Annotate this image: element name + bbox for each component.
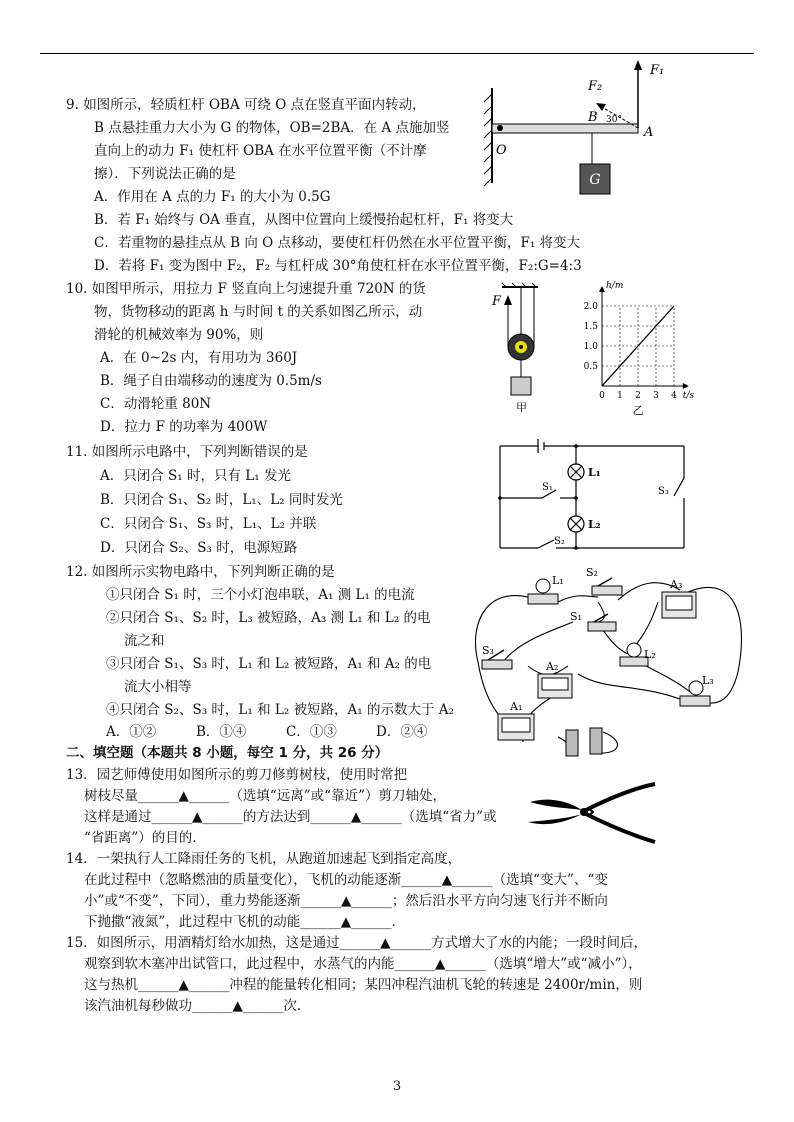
pc-l2-label: L₂	[644, 648, 656, 661]
q12-stem: 如图所示实物电路中，下列判断正确的是	[91, 564, 335, 580]
jia-label: 甲	[516, 401, 527, 414]
y-tick-label: 1.0	[583, 342, 598, 352]
s1-label: S₁	[542, 482, 553, 493]
q12-number: 12.	[66, 564, 88, 580]
x-tick-label: 0	[599, 391, 605, 401]
q9-line-1	[66, 95, 426, 115]
q10-option-c: C．动滑轮重 80N	[100, 396, 212, 412]
pc-s3-label: S₃	[482, 644, 494, 657]
x-axis-arrow	[683, 383, 689, 389]
pc-s2-label: S₂	[586, 566, 598, 579]
q12-statement-1: ①只闭合 S₁ 时，三个小灯泡串联，A₁ 测 L₁ 的电流	[106, 587, 415, 603]
section2-heading: 二、填空题（本题共 8 小题，每空 1 分，共 26 分）	[66, 745, 389, 761]
q9-number: 9.	[66, 97, 79, 113]
angle-label: 30°	[606, 115, 622, 125]
pulley-figure	[488, 283, 568, 418]
s2-label: S₂	[554, 536, 565, 547]
x-tick-label: 1	[617, 391, 623, 401]
q9-option-d: D．若将 F₁ 变为图中 F₂，F₂ 与杠杆成 30°角使杠杆在水平位置平衡，F₂:G=4:3	[94, 258, 582, 274]
q14-line-2: 在此过程中（忽略燃油的质量变化），飞机的动能逐渐______▲______（选填“变大”、“变	[84, 872, 608, 888]
q15-line-4: 该汽油机每秒做功______▲______次.	[84, 998, 302, 1014]
q12-statement-3: ③只闭合 S₁、S₃ 时，L₁ 和 L₂ 被短路，A₁ 和 A₂ 的电	[106, 656, 432, 672]
x-tick-label: 3	[653, 391, 659, 401]
q9-stem: 擦）．下列说法正确的是	[94, 166, 236, 182]
physical-circuit	[458, 562, 758, 757]
y-tick-label: 2.0	[583, 302, 598, 312]
q14-line-1: 14．一架执行人工降雨任务的飞机，从跑道加速起飞到指定高度，	[66, 851, 462, 867]
pc-l3-label: L₃	[702, 674, 714, 687]
q10-number: 10.	[66, 281, 88, 297]
x-axis-label: t/s	[682, 391, 695, 401]
chart-title: 乙	[632, 404, 644, 417]
q11-number: 11.	[66, 444, 88, 460]
q12-line-1	[66, 562, 335, 582]
q15-line-3: 这与热机______▲______冲程的能量转化相同；某四冲程汽油机飞轮的转速是 2400r/min，则	[84, 977, 643, 993]
q10-stem: 物，货物移动的距离 h 与时间 t 的关系如图乙所示，动	[94, 304, 423, 320]
q12-choice-c: C．①③	[286, 724, 337, 740]
q15-line-1: 15．如图所示，用酒精灯给水加热，这是通过______▲______方式增大了水的内能；一段时间后，	[66, 935, 648, 951]
pruning-shears-figure	[520, 780, 660, 845]
x-tick-label: 2	[635, 391, 641, 401]
g-label: G	[589, 172, 601, 188]
y-tick-label: 0.5	[583, 362, 598, 372]
q13-line-1: 13．园艺师傅使用如图所示的剪刀修剪树枝，使用时常把	[66, 767, 408, 783]
b-label: B	[588, 110, 598, 125]
q10-option-a: A．在 0~2s 内，有用功为 360J	[100, 350, 298, 366]
q10-option-d: D．拉力 F 的功率为 400W	[100, 419, 268, 435]
q12-statement-3b: 流大小相等	[124, 679, 192, 695]
pulley-f-label: F	[492, 294, 502, 309]
pc-a3-label: A₃	[670, 578, 683, 591]
q12-choice-d: D．②④	[376, 724, 428, 740]
o-label: O	[496, 143, 507, 158]
q13-line-3: 这样是通过______▲______的方法达到______▲______（选填“省力”或	[84, 809, 497, 825]
pc-l1-label: L₁	[552, 574, 564, 587]
q9-stem: B 点悬挂重力大小为 G 的物体，OB=2BA．在 A 点施加竖	[94, 120, 450, 136]
y-axis-label: h/m	[606, 281, 624, 291]
q10-stem: 如图甲所示，用拉力 F 竖直向上匀速提升重 720N 的货	[91, 281, 426, 297]
q9-option-c: C．若重物的悬挂点从 B 向 O 点移动，要使杠杆仍然在水平位置平衡，F₁ 将变大	[94, 235, 581, 251]
q11-option-a: A．只闭合 S₁ 时，只有 L₁ 发光	[100, 468, 291, 484]
q12-choice-b: B．①④	[196, 724, 247, 740]
f1-label: F₁	[650, 63, 665, 78]
pc-a2-label: A₂	[546, 660, 559, 673]
q9-option-b: B．若 F₁ 始终与 OA 垂直，从图中位置向上缓慢抬起杠杆，F₁ 将变大	[94, 212, 514, 228]
q12-choice-a: A．①②	[106, 724, 157, 740]
y-tick-label: 1.5	[583, 322, 598, 332]
q15-line-2: 观察到软木塞冲出试管口，此过程中，水蒸气的内能______▲______（选填“增大”或“减小”），	[84, 956, 642, 972]
q10-line-1	[66, 279, 426, 299]
y-axis-arrow	[599, 286, 605, 292]
q11-option-c: C．只闭合 S₁、S₃ 时，L₁、L₂ 并联	[100, 516, 317, 532]
pc-s1-label: S₁	[570, 610, 582, 623]
page-number: 3	[392, 1079, 402, 1094]
q12-statement-2: ②只闭合 S₁、S₂ 时，L₃ 被短路，A₃ 测 L₁ 和 L₂ 的电	[106, 610, 431, 626]
q10-stem: 滑轮的机械效率为 90%，则	[94, 327, 264, 343]
q11-option-b: B．只闭合 S₁、S₂ 时，L₁、L₂ 同时发光	[100, 492, 343, 508]
s3-label: S₃	[658, 486, 669, 497]
l1-label: L₁	[588, 466, 601, 479]
q11-option-d: D．只闭合 S₂、S₃ 时，电源短路	[100, 540, 298, 556]
q9-stem: 如图所示，轻质杠杆 OBA 可绕 O 点在竖直平面内转动，	[83, 97, 426, 113]
q9-stem: 直向上的动力 F₁ 使杠杆 OBA 在水平位置平衡（不计摩	[94, 143, 427, 159]
q13-line-4: “省距离”）的目的．	[84, 830, 206, 846]
pc-a1-label: A₁	[510, 700, 523, 713]
h-t-chart	[580, 281, 695, 418]
q10-option-b: B．绳子自由端移动的速度为 0.5m/s	[100, 373, 322, 389]
q12-statement-4: ④只闭合 S₂、S₃ 时，L₁ 和 L₂ 被短路，A₁ 的示数大于 A₂	[106, 702, 454, 718]
a-label: A	[644, 125, 654, 140]
header-rule	[40, 53, 754, 54]
q11-line-1	[66, 442, 308, 462]
q14-line-3: 小”或“不变”，下同），重力势能逐渐______▲______；然后沿水平方向匀速飞行并不断向	[84, 893, 608, 909]
x-tick-label: 4	[671, 391, 677, 401]
circuit-diagram	[498, 436, 688, 556]
lever-figure	[480, 58, 680, 198]
l2-label: L₂	[588, 518, 601, 531]
q9-option-a: A．作用在 A 点的力 F₁ 的大小为 0.5G	[94, 189, 331, 205]
q14-line-4: 下抛撒“液氮”，此过程中飞机的动能______▲______．	[84, 914, 406, 930]
q13-line-2: 树枝尽量______▲______（选填“远离”或“靠近”）剪刀轴处，	[84, 788, 446, 804]
q11-stem: 如图所示电路中，下列判断错误的是	[91, 444, 308, 460]
f2-label: F₂	[588, 79, 603, 94]
q12-statement-2b: 流之和	[124, 633, 165, 649]
